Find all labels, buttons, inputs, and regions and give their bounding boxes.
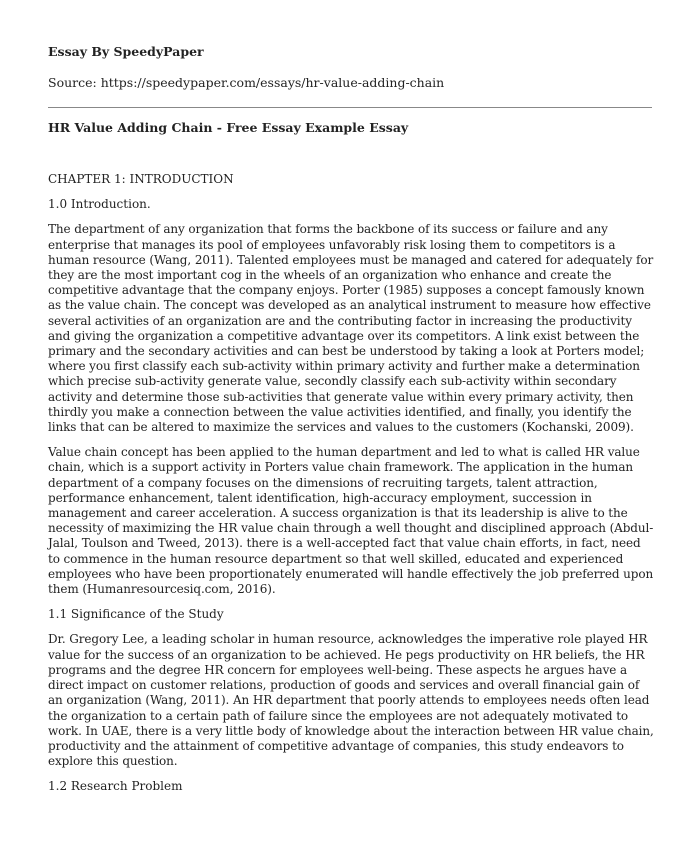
source-line: Source: https://speedypaper.com/essays/hr-value-adding-chain	[48, 75, 445, 90]
section-heading-research-problem: 1.2 Research Problem	[48, 779, 183, 794]
section-heading-significance: 1.1 Significance of the Study	[48, 607, 224, 622]
chapter-heading: CHAPTER 1: INTRODUCTION	[48, 172, 234, 186]
paragraph-2: Value chain concept has been applied to the human department and led to what is called HR value chain, which is a support activity in Porters value chain framework. The application in the human department of a company focuses on the dimensions of recruiting targets, talent attraction, performance enhancement, talent identification, high-accuracy employment, succession in management and career acceleration. A success organization is that its leadership is alive to the necessity of maximizing the HR value chain through a well thought and disciplined approach (Abdul-Jalal, Toulson and Tweed, 2013). there is a well-accepted fact that value chain efforts, in fact, need to commence in the human resource department so that well skilled, educated and experienced employees who have been proportionately enumerated will handle effectively the job preferred upon them (Humanresourcesiq.com, 2016).	[48, 445, 654, 597]
essay-title: HR Value Adding Chain - Free Essay Example Essay	[48, 120, 409, 135]
section-heading-introduction: 1.0 Introduction.	[48, 197, 151, 212]
site-title: Essay By SpeedyPaper	[48, 44, 204, 59]
header-divider	[48, 107, 652, 108]
paragraph-3: Dr. Gregory Lee, a leading scholar in human resource, acknowledges the imperative role played HR value for the success of an organization to be achieved. He pegs productivity on HR beliefs, the HR programs and the degree HR concern for employees well-being. These aspects he argues have a direct impact on customer relations, production of goods and services and overall financial gain of an organization (Wang, 2011). An HR department that poorly attends to employees needs often lead the organization to a certain path of failure since the employees are not adequately motivated to work. In UAE, there is a very little body of knowledge about the interaction between HR value chain, productivity and the attainment of competitive advantage of companies, this study endeavors to explore this question.	[48, 632, 654, 769]
essay-body	[48, 172, 654, 805]
paragraph-1: The department of any organization that forms the backbone of its success or failure and any enterprise that manages its pool of employees unfavorably risk losing them to competitors is a human resource (Wang, 2011). Talented employees must be managed and catered for adequately for they are the most important cog in the wheels of an organization who enhance and create the competitive advantage that the company enjoys. Porter (1985) supposes a concept famously known as the value chain. The concept was developed as an analytical instrument to measure how effective several activities of an organization are and the contributing factor in increasing the productivity and giving the organization a competitive advantage over its competitors. A link exist between the primary and the secondary activities and can best be understood by taking a look at Porters model; where you first classify each sub-activity within primary activity and further make a determination which precise sub-activity generate value, secondly classify each sub-activity within secondary activity and determine those sub-activities that generate value within every primary activity, then thirdly you make a connection between the value activities identified, and finally, you identify the links that can be altered to maximize the services and values to the customers (Kochanski, 2009).	[48, 222, 654, 435]
